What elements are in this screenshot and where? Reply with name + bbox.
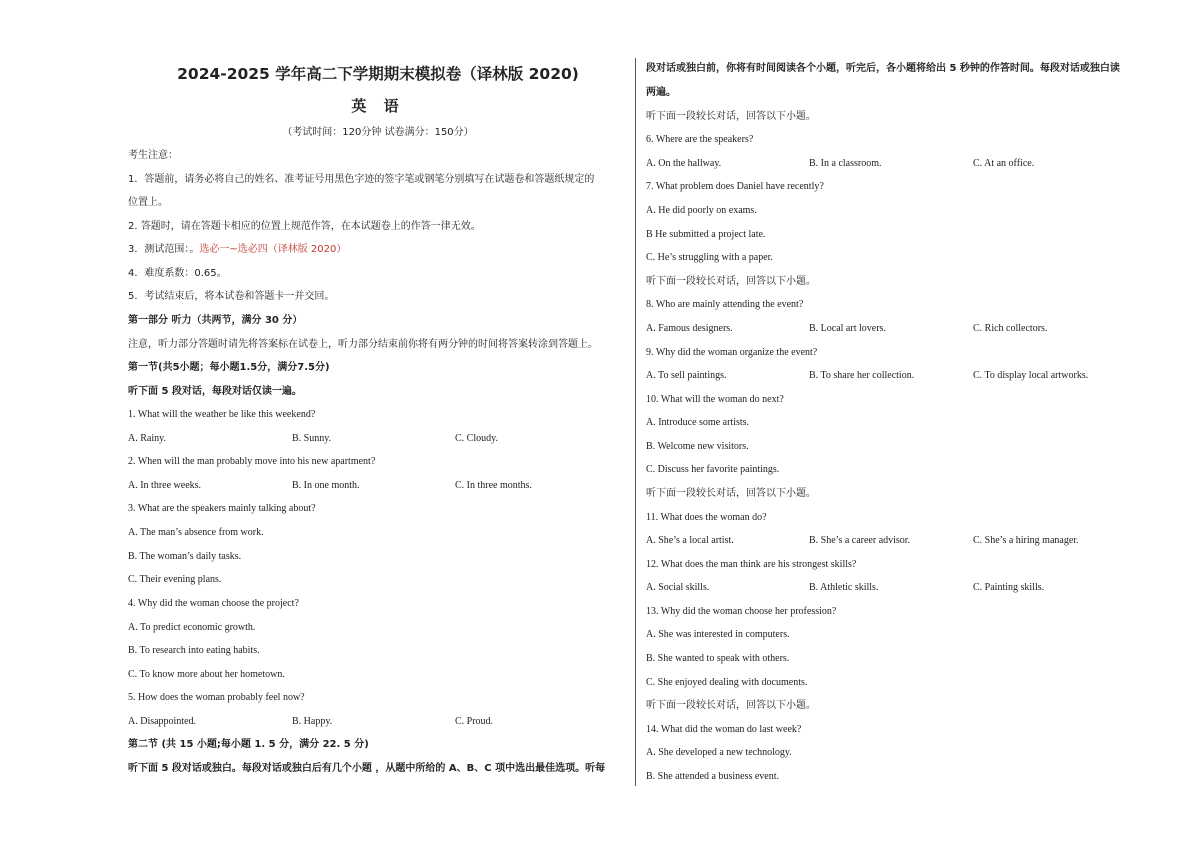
q1-option-b: B. Sunny. xyxy=(292,433,332,444)
part1-note: 注意，听力部分答题时请先将答案标在试卷上，听力部分结束前你将有两分钟的时间将答案转涂到答题上。 xyxy=(128,339,598,350)
q11-option-a: A. She’s a local artist. xyxy=(646,535,734,546)
q14-option-b: B. She attended a business event. xyxy=(646,771,780,782)
q6-option-c: C. At an office. xyxy=(973,158,1035,169)
question-9: 9. Why did the woman organize the event? xyxy=(646,347,818,358)
part1-heading: 第一部分 听力（共两节，满分 30 分） xyxy=(128,315,303,326)
note-4: 4．难度系数：0.65。 xyxy=(128,268,227,279)
listen-instruction: 听下面一段较长对话，回答以下小题。 xyxy=(646,488,816,499)
question-2: 2. When will the man probably move into his new apartment? xyxy=(128,456,376,467)
q3-option-b: B. The woman’s daily tasks. xyxy=(128,551,242,562)
question-6: 6. Where are the speakers? xyxy=(646,134,754,145)
note-3-prefix: 3．测试范围：。 xyxy=(128,244,200,255)
q13-option-c: C. She enjoyed dealing with documents. xyxy=(646,677,808,688)
question-11: 11. What does the woman do? xyxy=(646,512,767,523)
section2-instruction-3: 两遍。 xyxy=(646,87,676,98)
q2-option-b: B. In one month. xyxy=(292,480,360,491)
q8-option-c: C. Rich collectors. xyxy=(973,323,1048,334)
question-5: 5. How does the woman probably feel now? xyxy=(128,692,305,703)
q13-option-a: A. She was interested in computers. xyxy=(646,629,790,640)
q9-option-c: C. To display local artworks. xyxy=(973,370,1089,381)
q4-option-a: A. To predict economic growth. xyxy=(128,622,256,633)
q3-option-a: A. The man’s absence from work. xyxy=(128,527,264,538)
section1-instruction: 听下面 5 段对话，每段对话仅读一遍。 xyxy=(128,386,302,397)
q13-option-b: B. She wanted to speak with others. xyxy=(646,653,790,664)
q4-option-b: B. To research into eating habits. xyxy=(128,645,260,656)
exam-info: （考试时间：120分钟 试卷满分：150分） xyxy=(282,127,474,138)
section2-instruction-2: 段对话或独白前，你将有时间阅读各个小题，听完后，各小题将给出 5 秒钟的作答时间。每段对话或独白读 xyxy=(646,63,1120,74)
q4-option-c: C. To know more about her hometown. xyxy=(128,669,285,680)
note-3 xyxy=(128,243,346,257)
listen-instruction: 听下面一段较长对话，回答以下小题。 xyxy=(646,276,816,287)
q1-option-c: C. Cloudy. xyxy=(455,433,498,444)
q2-option-c: C. In three months. xyxy=(455,480,532,491)
q2-option-a: A. In three weeks. xyxy=(128,480,202,491)
column-divider xyxy=(635,58,636,786)
question-10: 10. What will the woman do next? xyxy=(646,394,784,405)
q12-option-a: A. Social skills. xyxy=(646,582,710,593)
q5-option-c: C. Proud. xyxy=(455,716,494,727)
question-1: 1. What will the weather be like this weekend? xyxy=(128,409,316,420)
q7-option-a: A. He did poorly on exams. xyxy=(646,205,757,216)
note-1-cont: 位置上。 xyxy=(128,197,168,208)
subject-title: 英 语 xyxy=(351,97,405,115)
q3-option-c: C. Their evening plans. xyxy=(128,574,222,585)
q5-option-a: A. Disappointed. xyxy=(128,716,197,727)
q14-option-a: A. She developed a new technology. xyxy=(646,747,792,758)
q12-option-b: B. Athletic skills. xyxy=(809,582,879,593)
section2-instruction-1: 听下面 5 段对话或独白。每段对话或独白后有几个小题 ，从题中所给的 A、B、C 项中选出最佳选项。听每 xyxy=(128,763,606,774)
notes-heading: 考生注意： xyxy=(128,150,178,161)
section2-heading: 第二节 (共 15 小题;每小题 1. 5 分，满分 22. 5 分) xyxy=(128,739,369,750)
q10-option-b: B. Welcome new visitors. xyxy=(646,441,749,452)
q12-option-c: C. Painting skills. xyxy=(973,582,1045,593)
question-7: 7. What problem does Daniel have recently? xyxy=(646,181,824,192)
q1-option-a: A. Rainy. xyxy=(128,433,166,444)
q8-option-a: A. Famous designers. xyxy=(646,323,733,334)
exam-title: 2024-2025 学年高二下学期期末模拟卷（译林版 2020) xyxy=(177,65,579,83)
q9-option-a: A. To sell paintings. xyxy=(646,370,727,381)
q7-option-b: B He submitted a project late. xyxy=(646,229,766,240)
listen-instruction: 听下面一段较长对话，回答以下小题。 xyxy=(646,700,816,711)
question-3: 3. What are the speakers mainly talking about? xyxy=(128,503,316,514)
q6-option-b: B. In a classroom. xyxy=(809,158,882,169)
question-12: 12. What does the man think are his strongest skills? xyxy=(646,559,857,570)
listen-instruction: 听下面一段较长对话，回答以下小题。 xyxy=(646,111,816,122)
question-8: 8. Who are mainly attending the event? xyxy=(646,299,804,310)
q11-option-b: B. She’s a career advisor. xyxy=(809,535,911,546)
q5-option-b: B. Happy. xyxy=(292,716,333,727)
q7-option-c: C. He’s struggling with a paper. xyxy=(646,252,773,263)
q8-option-b: B. Local art lovers. xyxy=(809,323,886,334)
note-2: 2. 答题时，请在答题卡相应的位置上规范作答，在本试题卷上的作答一律无效。 xyxy=(128,221,481,232)
q11-option-c: C. She’s a hiring manager. xyxy=(973,535,1079,546)
question-13: 13. Why did the woman choose her profession? xyxy=(646,606,837,617)
note-1: 1．答题前，请务必将自己的姓名、准考证号用黑色字迹的签字笔或钢笔分别填写在试题卷和答题纸规定的 xyxy=(128,174,595,185)
section1-heading: 第一节(共5小题；每小题1.5分，满分7.5分) xyxy=(128,362,330,373)
q10-option-c: C. Discuss her favorite paintings. xyxy=(646,464,780,475)
question-14: 14. What did the woman do last week? xyxy=(646,724,802,735)
q10-option-a: A. Introduce some artists. xyxy=(646,417,750,428)
q9-option-b: B. To share her collection. xyxy=(809,370,915,381)
q6-option-a: A. On the hallway. xyxy=(646,158,722,169)
question-4: 4. Why did the woman choose the project? xyxy=(128,598,299,609)
note-3-scope: 选必一~选必四（译林版 2020） xyxy=(199,244,347,255)
note-5: 5．考试结束后，将本试卷和答题卡一并交回。 xyxy=(128,291,335,302)
